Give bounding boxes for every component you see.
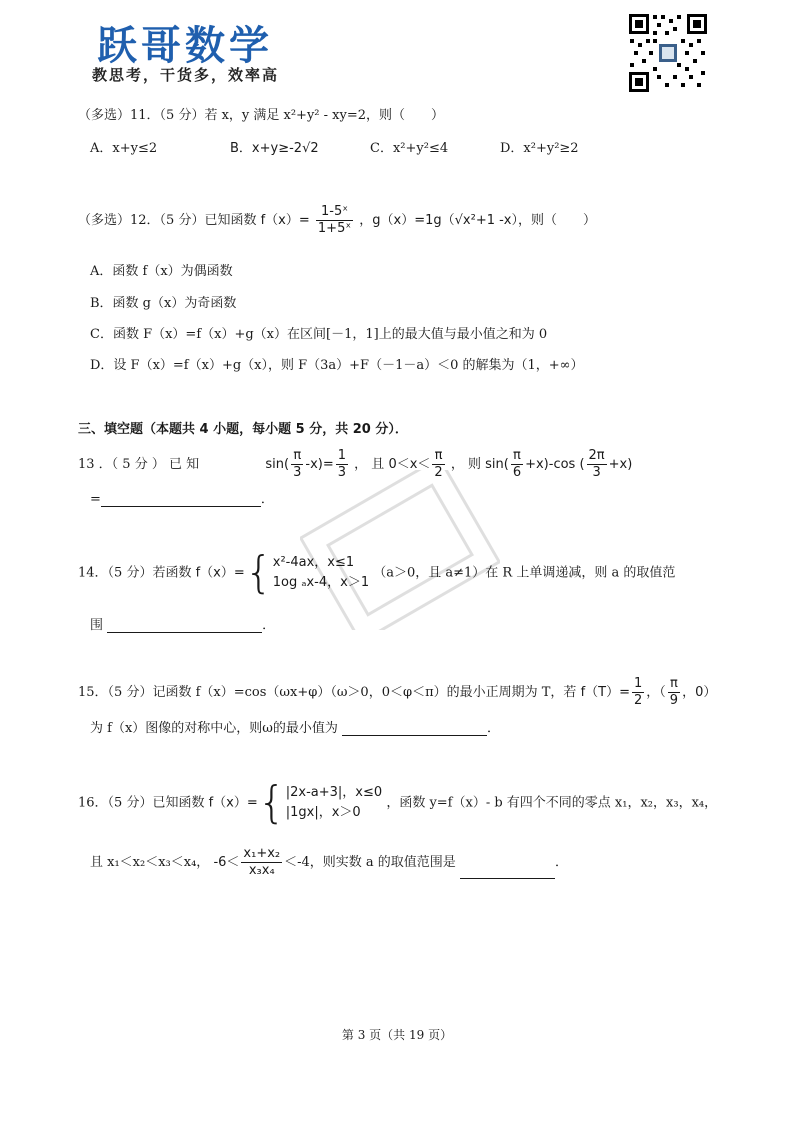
q15-half-d: 2 [633,693,643,708]
q11-b-pre: B．x+y [230,141,279,156]
q13-answer-blank[interactable] [101,506,261,507]
brand-slogan: 教思考，干货多，效率高 [92,66,280,84]
q14-pre: 14．（5 分）若函数 [78,565,192,581]
q12-option-b: B．函数 g（x）为奇函数 [90,296,237,311]
q12-option-d: D．设 F（x）=f（x）+g（x），则 F（3a）+F（－1－a）＜0 的解集为（1，+∞） [90,358,584,373]
q15-pre: 15．（5 分）记函数 f（x）=cos（ωx+φ）（ω＞0，0＜φ＜π）的最小正周期为 T，若 [78,685,577,700]
q12-f-num: 1-5ˣ [316,204,353,221]
q12-f-den: 1+5ˣ [317,221,352,236]
q13-then: ， 则 [450,457,481,472]
q16-brace: { [257,777,286,828]
q16-ineq-den: x₃x₄ [248,863,275,878]
q14-lhs: f（x）= [195,565,245,581]
page-footer: 第 3 页（共 19 页） [341,1028,453,1042]
q15-answer-blank[interactable] [342,735,487,736]
q13-pi-over-6 [511,448,523,481]
q12-option-a: A．函数 f（x）为偶函数 [90,264,233,279]
q16-piece-2: |1gx|，x＞0 [285,805,361,820]
q16-lhs: f（x）= [208,795,258,811]
q13-eq: = [90,492,101,507]
q13-num: 13 ．（ 5 分 ） 已 知 [78,457,200,472]
q14-answer-line: 围 ． [90,618,276,633]
q15-nine: 9 [669,693,679,708]
q12-stem [78,204,596,237]
q14-piece-1: x²-4ax，x≤1 [272,555,355,570]
q11-stem: （多选）11．（5 分）若 x，y 满足 x²+y² - xy=2，则（ ） [78,108,445,123]
q16-ineq-post: ＜-4，则实数 a 的取值范围是 [284,855,456,870]
q15-pt-post: ，0） [682,685,717,700]
q11-option-c: C．x²+y²≤4 [370,141,449,156]
q16-ineq-frac [241,846,282,879]
q15-answer-line: 为 f（x）图像的对称中心，则ω的最小值为 ． [90,721,501,736]
q13-pi: π [291,448,303,465]
brand-logo: 跃哥数学 [97,23,273,69]
q13-expr-pre: sin( [485,457,509,472]
q13-three3: 3 [592,465,601,480]
q16-piece-1: |2x-a+3|，x≤0 [285,785,383,800]
q16-ineq-pre: -6＜ [213,855,240,870]
q16-pieces [286,783,382,823]
q13-answer-line: = ． [90,492,274,507]
q13-twopi: 2π [588,448,605,463]
q12-stem-pre: （多选）12．（5 分）已知函数 [78,213,257,228]
q15-stem [78,676,716,709]
q13-2pi-over-3 [587,448,607,481]
q16-answer-blank[interactable] [460,878,555,879]
q14-brace: { [244,547,273,598]
q13-one: 1 [337,448,347,463]
q13-pi2: π [432,448,444,465]
qr-code-icon [627,12,709,94]
q16-stem [78,777,718,828]
section-heading: 三、填空题（本题共 4 小题，每小题 5 分，共 20 分）． [78,422,408,437]
q16-line2: 且 x₁＜x₂＜x₃＜x₄， -6＜ $\frac{\text{x₁+x₂}}{\text{x₃x₄}}$ ＜-4，则实数 a 的取值范围是 ． [90,846,568,878]
q14-piece-2: 1og ₐx-4，x＞1 [272,575,370,590]
q16-line2-pre: 且 x₁＜x₂＜x₃＜x₄， [90,855,210,870]
q11-option-a: A．x+y≤2 [90,141,158,156]
q11-option-d: D．x²+y²≥2 [500,141,579,156]
q11-b-rad: √2 [302,141,319,156]
q15-line2: 为 f（x）图像的对称中心，则ω的最小值为 [90,721,338,736]
q12-f-lhs: f（x）= [260,213,310,228]
q13-pi3: π [511,448,523,465]
q11-b-rel: ≥-2 [278,141,303,156]
q13-sin-pre: sin( [265,457,290,472]
q12-g-part: ，g（x）=1g（√x²+1 -x），则（ ） [359,213,596,228]
q11-option-b [230,137,319,156]
q13-two: 2 [434,465,443,480]
q13-sin-post: -x)= [305,457,334,472]
q13-expr-mid: +x)-cos ( [525,457,585,472]
q15-half-n: 1 [633,676,643,691]
q13-expr-post: +x) [608,457,633,472]
q15-pi: π [668,676,680,693]
q13-cond-pre: 0＜x＜ [388,457,431,472]
q14-answer-blank[interactable] [107,632,262,633]
watermark-logo [300,470,500,630]
q15-half [632,676,644,709]
q12-option-c: C．函数 F（x）=f（x）+g（x）在区间[－1，1]上的最大值与最小值之和为 0 [90,327,548,342]
q16-post: ，函数 y=f（x）- b 有四个不同的零点 x₁，x₂，x₃，x₄， [386,795,718,811]
q16-pre: 16．（5 分）已知函数 [78,795,205,811]
q15-pt-pre: ，（ [646,685,666,700]
q13-and: ， 且 [354,457,385,472]
q16-ineq-num: x₁+x₂ [243,846,281,861]
q13-six: 6 [512,465,522,480]
q14-post: （a＞0，且 a≠1）在 R 上单调递减，则 a 的取值范 [373,565,676,581]
q12-f-fraction [316,204,353,237]
q15-fT: f（T）= [580,685,630,700]
q15-pi-over-9 [668,676,680,709]
q13-three2: 3 [337,465,347,480]
q14-line2: 围 [90,618,104,633]
q13-three: 3 [293,465,302,480]
